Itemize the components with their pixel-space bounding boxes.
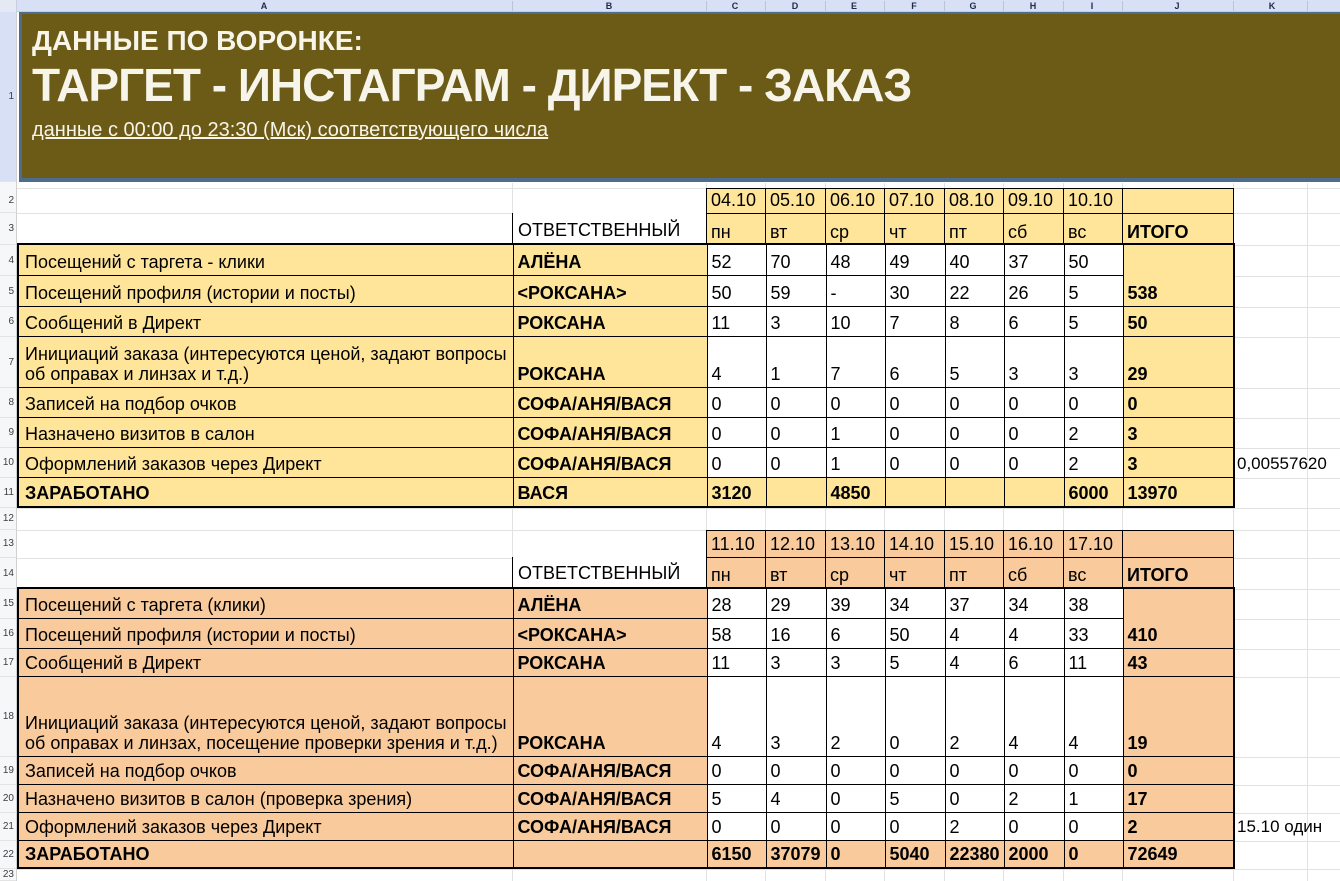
table-row (18, 618, 1234, 648)
responsible-cell[interactable]: РОКСАНА (513, 648, 707, 676)
date-cell[interactable]: 12.10 (766, 531, 826, 558)
table-row (18, 588, 1234, 618)
value-cell[interactable]: 3 (1004, 336, 1064, 387)
total-cell[interactable]: 13970 (1123, 477, 1234, 507)
table-row (18, 336, 1234, 387)
day-cell[interactable]: вс (1064, 558, 1123, 589)
value-cell[interactable]: 8 (945, 306, 1004, 336)
column-separator (825, 1, 826, 11)
column-header-K[interactable]: K (1268, 1, 1276, 11)
value-cell[interactable]: 0 (707, 387, 766, 417)
value-cell[interactable]: 3 (826, 648, 885, 676)
row-label[interactable]: Назначено визитов в салон (18, 417, 513, 447)
day-cell[interactable]: вт (766, 214, 826, 246)
value-cell[interactable]: 39 (826, 588, 885, 618)
value-cell[interactable]: 6 (1004, 648, 1064, 676)
value-cell[interactable]: 2 (1004, 784, 1064, 812)
value-cell[interactable]: 0 (885, 387, 945, 417)
value-cell[interactable]: 4 (945, 618, 1004, 648)
value-cell[interactable]: 28 (707, 588, 766, 618)
column-separator (706, 1, 707, 11)
total-cell[interactable]: 19 (1123, 676, 1234, 756)
responsible-cell[interactable]: РОКСАНА (513, 306, 707, 336)
value-cell[interactable]: 3 (766, 648, 826, 676)
date-cell[interactable]: 05.10 (766, 189, 826, 214)
earned-row (18, 840, 1234, 868)
empty-cell[interactable] (1123, 189, 1234, 214)
total-cell[interactable]: 3 (1123, 447, 1234, 477)
value-cell[interactable]: 0 (1004, 756, 1064, 784)
value-cell[interactable]: 2 (1064, 417, 1123, 447)
value-cell[interactable]: 6 (1004, 306, 1064, 336)
date-cell[interactable]: 17.10 (1064, 531, 1123, 558)
row-label[interactable]: ЗАРАБОТАНО (18, 840, 513, 868)
value-cell[interactable]: 0 (885, 756, 945, 784)
value-cell[interactable]: 29 (766, 588, 826, 618)
value-cell[interactable]: 0 (885, 812, 945, 840)
value-cell[interactable]: 4 (707, 336, 766, 387)
cell-note[interactable]: 15.10 один (1237, 817, 1323, 836)
value-cell[interactable]: 10 (826, 306, 885, 336)
column-header-A[interactable]: A (260, 1, 268, 11)
total-cell[interactable]: 538 (1123, 244, 1234, 306)
value-cell[interactable]: 0 (766, 756, 826, 784)
date-cell[interactable]: 16.10 (1004, 531, 1064, 558)
value-cell[interactable] (1004, 477, 1064, 507)
total-cell[interactable]: 410 (1123, 588, 1234, 648)
value-cell[interactable]: 37079 (766, 840, 826, 868)
value-cell[interactable]: 7 (826, 336, 885, 387)
total-cell[interactable]: 72649 (1123, 840, 1234, 868)
funnel-title-cell[interactable] (19, 11, 1340, 182)
row-headers (0, 0, 17, 881)
value-cell[interactable]: 22 (945, 275, 1004, 306)
row-label[interactable]: Инициаций заказа (интересуются ценой, задают вопросы об оправах и линзах, посещение проверки зрения и т.д.) (18, 676, 513, 756)
empty-cell[interactable] (1123, 531, 1234, 558)
row-label[interactable]: Инициаций заказа (интересуются ценой, задают вопросы об оправах и линзах и т.д.) (18, 336, 513, 387)
row-header-9[interactable]: 9 (0, 418, 16, 448)
responsible-cell[interactable]: РОКСАНА (513, 676, 707, 756)
value-cell[interactable]: 0 (826, 784, 885, 812)
table1-dates-block (706, 188, 1234, 246)
value-cell[interactable]: 4 (1064, 676, 1123, 756)
row-label[interactable]: Сообщений в Директ (18, 648, 513, 676)
date-cell[interactable]: 07.10 (885, 189, 945, 214)
value-cell[interactable]: 5 (885, 784, 945, 812)
value-cell[interactable]: 0 (766, 447, 826, 477)
value-cell[interactable]: 0 (1064, 840, 1123, 868)
value-cell[interactable]: 0 (885, 676, 945, 756)
sheet-corner[interactable] (0, 0, 17, 12)
banner-line3: данные с 00:00 до 23:30 (Мск) соответствующего числа (32, 119, 549, 141)
value-cell[interactable]: 6000 (1064, 477, 1123, 507)
total-cell[interactable]: 0 (1123, 756, 1234, 784)
responsible-cell[interactable]: СОФА/АНЯ/ВАСЯ (513, 756, 707, 784)
value-cell[interactable]: 50 (885, 618, 945, 648)
value-cell[interactable]: - (826, 275, 885, 306)
value-cell[interactable]: 70 (766, 244, 826, 275)
value-cell[interactable]: 30 (885, 275, 945, 306)
value-cell[interactable]: 58 (707, 618, 766, 648)
value-cell[interactable]: 11 (1064, 648, 1123, 676)
value-cell[interactable]: 6 (885, 336, 945, 387)
date-cell[interactable]: 14.10 (885, 531, 945, 558)
row-label[interactable]: Оформлений заказов через Директ (18, 447, 513, 477)
table-row (18, 306, 1234, 336)
responsible-cell[interactable] (513, 840, 707, 868)
day-cell[interactable]: пт (945, 558, 1004, 589)
day-cell[interactable]: ср (826, 214, 885, 246)
column-header-J[interactable]: J (1174, 1, 1180, 11)
row-header-3[interactable]: 3 (0, 213, 16, 245)
value-cell[interactable]: 1 (826, 417, 885, 447)
total-cell[interactable]: 17 (1123, 784, 1234, 812)
value-cell[interactable]: 0 (1064, 812, 1123, 840)
responsible-cell[interactable]: СОФА/АНЯ/ВАСЯ (513, 784, 707, 812)
table-row (18, 275, 1234, 306)
day-cell[interactable]: вт (766, 558, 826, 589)
day-cell[interactable]: пт (945, 214, 1004, 246)
day-cell[interactable]: ср (826, 558, 885, 589)
day-cell[interactable]: сб (1004, 214, 1064, 246)
value-cell[interactable]: 4 (1004, 618, 1064, 648)
table-row (18, 648, 1234, 676)
row-label[interactable]: Записей на подбор очков (18, 387, 513, 417)
value-cell[interactable]: 34 (885, 588, 945, 618)
column-header-F[interactable]: F (911, 1, 917, 11)
gridline (1307, 183, 1308, 881)
row-header-13[interactable]: 13 (0, 530, 16, 558)
row-label[interactable]: ЗАРАБОТАНО (18, 477, 513, 507)
table-row (18, 676, 1234, 756)
row-header-8[interactable]: 8 (0, 388, 16, 418)
column-separator (1307, 1, 1308, 11)
value-cell[interactable]: 0 (1004, 387, 1064, 417)
value-cell[interactable]: 37 (1004, 244, 1064, 275)
value-cell[interactable]: 2 (945, 676, 1004, 756)
value-cell[interactable]: 0 (826, 387, 885, 417)
date-cell[interactable]: 04.10 (707, 189, 766, 214)
table2-body (17, 587, 1235, 869)
value-cell[interactable]: 11 (707, 648, 766, 676)
table-row (707, 531, 1234, 558)
value-cell[interactable]: 0 (766, 812, 826, 840)
value-cell[interactable]: 37 (945, 588, 1004, 618)
table-row (707, 558, 1234, 589)
value-cell[interactable]: 0 (885, 417, 945, 447)
column-separator (1122, 1, 1123, 11)
day-cell[interactable]: чт (885, 214, 945, 246)
row-header-10[interactable]: 10 (0, 448, 16, 478)
responsible-cell[interactable]: СОФА/АНЯ/ВАСЯ (513, 447, 707, 477)
responsible-cell[interactable]: РОКСАНА (513, 336, 707, 387)
value-cell[interactable]: 3120 (707, 477, 766, 507)
responsible-header[interactable]: ОТВЕТСТВЕННЫЙ (512, 557, 707, 588)
responsible-cell[interactable]: СОФА/АНЯ/ВАСЯ (513, 812, 707, 840)
value-cell[interactable] (766, 477, 826, 507)
value-cell[interactable]: 0 (707, 812, 766, 840)
value-cell[interactable]: 26 (1004, 275, 1064, 306)
value-cell[interactable]: 0 (1004, 447, 1064, 477)
date-cell[interactable]: 06.10 (826, 189, 885, 214)
total-cell[interactable]: 50 (1123, 306, 1234, 336)
value-cell[interactable]: 5 (1064, 306, 1123, 336)
table-row (707, 189, 1234, 214)
value-cell[interactable]: 16 (766, 618, 826, 648)
value-cell[interactable]: 7 (885, 306, 945, 336)
column-header-G[interactable]: G (969, 1, 977, 11)
gridline (17, 869, 1340, 870)
column-header-C[interactable]: C (731, 1, 739, 11)
date-cell[interactable]: 08.10 (945, 189, 1004, 214)
row-header-11[interactable]: 11 (0, 478, 16, 508)
row-header-23[interactable]: 23 (0, 869, 16, 881)
value-cell[interactable]: 5 (707, 784, 766, 812)
row-label[interactable]: Назначено визитов в салон (проверка зрения) (18, 784, 513, 812)
total-cell[interactable]: 29 (1123, 336, 1234, 387)
value-cell[interactable]: 49 (885, 244, 945, 275)
value-cell[interactable]: 0 (885, 447, 945, 477)
column-separator (1063, 1, 1064, 11)
column-header-H[interactable]: H (1029, 1, 1037, 11)
banner-line2: ТАРГЕТ - ИНСТАГРАМ - ДИРЕКТ - ЗАКАЗ (32, 59, 912, 111)
value-cell[interactable]: 0 (1064, 756, 1123, 784)
responsible-cell[interactable]: ВАСЯ (513, 477, 707, 507)
responsible-cell[interactable]: СОФА/АНЯ/ВАСЯ (513, 417, 707, 447)
value-cell[interactable] (885, 477, 945, 507)
column-separator (1233, 1, 1234, 11)
row-header-17[interactable]: 17 (0, 649, 16, 677)
cell-note[interactable]: 0,00557620 (1237, 454, 1327, 473)
column-header-D[interactable]: D (791, 1, 799, 11)
total-cell[interactable]: 0 (1123, 387, 1234, 417)
date-cell[interactable]: 09.10 (1004, 189, 1064, 214)
row-header-1[interactable]: 1 (0, 11, 16, 182)
value-cell[interactable]: 59 (766, 275, 826, 306)
value-cell[interactable]: 5 (945, 336, 1004, 387)
responsible-cell[interactable]: АЛЁНА (513, 244, 707, 275)
value-cell[interactable]: 0 (945, 447, 1004, 477)
column-separator (944, 1, 945, 11)
value-cell[interactable]: 4850 (826, 477, 885, 507)
table-row (18, 387, 1234, 417)
value-cell[interactable]: 52 (707, 244, 766, 275)
day-cell[interactable]: сб (1004, 558, 1064, 589)
column-header-I[interactable]: I (1090, 1, 1094, 11)
value-cell[interactable]: 6150 (707, 840, 766, 868)
total-cell[interactable]: 2 (1123, 812, 1234, 840)
table-row (18, 447, 1234, 477)
column-headers (0, 0, 1340, 12)
value-cell[interactable]: 33 (1064, 618, 1123, 648)
row-label[interactable]: Сообщений в Директ (18, 306, 513, 336)
day-cell[interactable]: чт (885, 558, 945, 589)
row-header-6[interactable]: 6 (0, 307, 16, 337)
value-cell[interactable]: 3 (766, 306, 826, 336)
responsible-cell[interactable]: <РОКСАНА> (513, 618, 707, 648)
value-cell[interactable]: 11 (707, 306, 766, 336)
value-cell[interactable]: 5 (1064, 275, 1123, 306)
day-cell[interactable]: пн (707, 214, 766, 246)
row-header-20[interactable]: 20 (0, 785, 16, 813)
total-cell[interactable]: 3 (1123, 417, 1234, 447)
value-cell[interactable]: 3 (1064, 336, 1123, 387)
row-header-19[interactable]: 19 (0, 757, 16, 785)
value-cell[interactable]: 1 (1064, 784, 1123, 812)
total-cell[interactable]: 43 (1123, 648, 1234, 676)
row-header-15[interactable]: 15 (0, 589, 16, 619)
value-cell[interactable]: 0 (826, 812, 885, 840)
value-cell[interactable]: 0 (766, 417, 826, 447)
value-cell[interactable]: 0 (945, 417, 1004, 447)
value-cell[interactable]: 50 (1064, 244, 1123, 275)
value-cell[interactable]: 3 (766, 676, 826, 756)
value-cell[interactable]: 5040 (885, 840, 945, 868)
row-header-5[interactable]: 5 (0, 276, 16, 307)
column-header-E[interactable]: E (850, 1, 858, 11)
table-row (18, 417, 1234, 447)
value-cell[interactable]: 40 (945, 244, 1004, 275)
value-cell[interactable]: 0 (826, 840, 885, 868)
table-row (18, 784, 1234, 812)
day-cell[interactable]: вс (1064, 214, 1123, 246)
value-cell[interactable]: 5 (885, 648, 945, 676)
row-header-2[interactable]: 2 (0, 188, 16, 213)
column-separator (512, 1, 513, 11)
date-cell[interactable]: 10.10 (1064, 189, 1123, 214)
value-cell[interactable]: 0 (945, 387, 1004, 417)
value-cell[interactable]: 38 (1064, 588, 1123, 618)
value-cell[interactable]: 2 (1064, 447, 1123, 477)
row-header-16[interactable]: 16 (0, 619, 16, 649)
value-cell[interactable]: 0 (1004, 812, 1064, 840)
row-header-18[interactable]: 18 (0, 677, 16, 757)
table2-dates-block (706, 530, 1234, 589)
value-cell[interactable]: 0 (707, 447, 766, 477)
earned-row (18, 477, 1234, 507)
row-label[interactable]: Посещений с таргета (клики) (18, 588, 513, 618)
responsible-cell[interactable]: СОФА/АНЯ/ВАСЯ (513, 387, 707, 417)
row-header-4[interactable]: 4 (0, 245, 16, 276)
value-cell[interactable]: 4 (1004, 676, 1064, 756)
value-cell[interactable]: 0 (945, 756, 1004, 784)
value-cell[interactable]: 0 (1004, 417, 1064, 447)
value-cell[interactable]: 0 (707, 756, 766, 784)
responsible-cell[interactable]: <РОКСАНА> (513, 275, 707, 306)
value-cell[interactable]: 4 (707, 676, 766, 756)
total-header[interactable]: ИТОГО (1123, 558, 1234, 589)
row-header-21[interactable]: 21 (0, 813, 16, 841)
day-cell[interactable]: пн (707, 558, 766, 589)
value-cell[interactable]: 4 (945, 648, 1004, 676)
column-separator (884, 1, 885, 11)
table1-body (17, 243, 1235, 508)
date-cell[interactable]: 15.10 (945, 531, 1004, 558)
value-cell[interactable]: 22380 (945, 840, 1004, 868)
table-row (18, 756, 1234, 784)
value-cell[interactable]: 34 (1004, 588, 1064, 618)
row-label[interactable]: Оформлений заказов через Директ (18, 812, 513, 840)
date-cell[interactable]: 13.10 (826, 531, 885, 558)
table-row (18, 812, 1234, 840)
value-cell[interactable]: 0 (707, 417, 766, 447)
value-cell[interactable]: 2000 (1004, 840, 1064, 868)
total-header[interactable]: ИТОГО (1123, 214, 1234, 246)
value-cell[interactable]: 50 (707, 275, 766, 306)
row-label[interactable]: Посещений профиля (истории и посты) (18, 275, 513, 306)
row-label[interactable]: Посещений профиля (истории и посты) (18, 618, 513, 648)
column-separator (765, 1, 766, 11)
value-cell[interactable]: 6 (826, 618, 885, 648)
value-cell[interactable]: 0 (945, 784, 1004, 812)
banner-line1: ДАННЫЕ ПО ВОРОНКЕ: (32, 25, 363, 56)
value-cell[interactable]: 1 (766, 336, 826, 387)
table-row (18, 244, 1234, 275)
value-cell[interactable]: 2 (826, 676, 885, 756)
date-cell[interactable]: 11.10 (707, 531, 766, 558)
row-header-12[interactable]: 12 (0, 508, 16, 530)
value-cell[interactable]: 4 (766, 784, 826, 812)
value-cell[interactable]: 0 (1064, 387, 1123, 417)
value-cell[interactable] (945, 477, 1004, 507)
row-label[interactable]: Записей на подбор очков (18, 756, 513, 784)
row-header-7[interactable]: 7 (0, 337, 16, 388)
gridline (17, 508, 1340, 509)
row-header-22[interactable]: 22 (0, 841, 16, 869)
responsible-cell[interactable]: АЛЁНА (513, 588, 707, 618)
value-cell[interactable]: 2 (945, 812, 1004, 840)
table-row (707, 214, 1234, 246)
value-cell[interactable]: 1 (826, 447, 885, 477)
column-separator (1003, 1, 1004, 11)
column-header-B[interactable]: B (605, 1, 613, 11)
row-header-14[interactable]: 14 (0, 558, 16, 589)
value-cell[interactable]: 48 (826, 244, 885, 275)
row-label[interactable]: Посещений с таргета - клики (18, 244, 513, 275)
value-cell[interactable]: 0 (826, 756, 885, 784)
value-cell[interactable]: 0 (766, 387, 826, 417)
responsible-header[interactable]: ОТВЕТСТВЕННЫЙ (512, 213, 707, 245)
